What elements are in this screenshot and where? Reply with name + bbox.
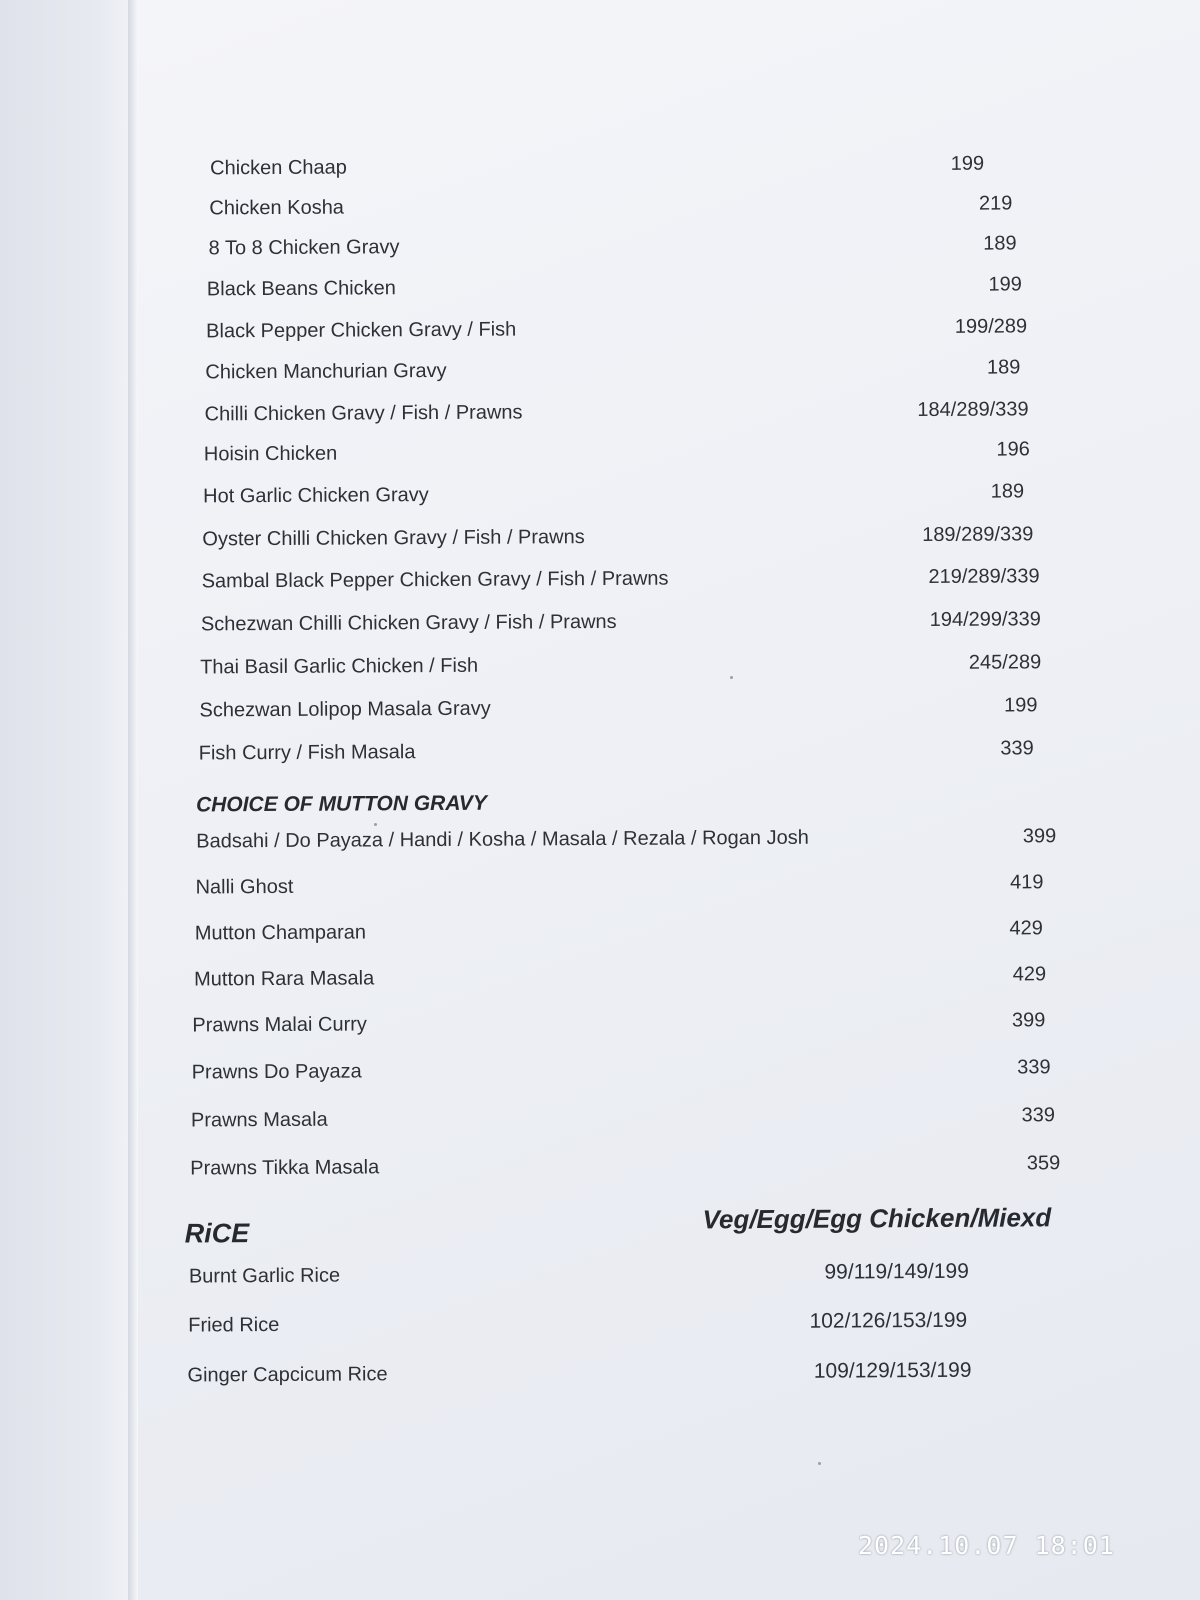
item-price: 189 (990, 480, 1025, 503)
rice-price-columns-label: Veg/Egg/Egg Chicken/Miexd (702, 1202, 1052, 1235)
item-name: Nalli Ghost (195, 875, 294, 899)
item-price: 99/119/149/199 (824, 1259, 969, 1284)
item-price: 196 (996, 438, 1030, 461)
menu-item (0, 227, 1197, 264)
item-name: Burnt Garlic Rice (188, 1264, 341, 1288)
menu-item (0, 518, 1198, 555)
item-price: 199 (950, 152, 985, 175)
menu-item (0, 603, 1199, 640)
menu-item (0, 475, 1198, 512)
item-price: 199 (1003, 694, 1038, 717)
menu-item (0, 646, 1199, 683)
item-price: 184/289/339 (917, 398, 1029, 422)
item-name: Hot Garlic Chicken Gravy (203, 484, 429, 508)
menu-item (3, 1354, 1200, 1391)
item-price: 419 (1010, 871, 1044, 894)
item-price: 429 (1012, 963, 1047, 986)
menu-item (0, 560, 1199, 597)
item-price: 219/289/339 (928, 565, 1040, 588)
menu-item (0, 187, 1196, 224)
item-name: 8 To 8 Chicken Gravy (208, 236, 400, 260)
item-name: Chicken Chaap (210, 156, 347, 180)
item-name: Chicken Kosha (209, 196, 344, 220)
item-name: Chicken Manchurian Gravy (205, 359, 447, 384)
item-name: Prawns Masala (190, 1108, 328, 1132)
item-name: Prawns Malai Curry (192, 1013, 367, 1037)
item-name: Fried Rice (188, 1313, 280, 1337)
item-price: 189 (983, 232, 1017, 255)
menu-item (1, 1004, 1200, 1041)
rice-section-heading: RiCE (184, 1218, 250, 1249)
menu-item (0, 147, 1196, 184)
photo-timestamp: 2024.10.07 18:01 (858, 1531, 1115, 1560)
menu-item (3, 1304, 1200, 1341)
item-price: 339 (1017, 1056, 1051, 1079)
menu-item (0, 268, 1197, 305)
menu-item (0, 310, 1197, 347)
item-price: 102/126/153/199 (809, 1308, 968, 1333)
item-name: Ginger Capcicum Rice (187, 1363, 388, 1387)
menu-item (3, 1255, 1200, 1292)
item-price: 109/129/153/199 (813, 1358, 972, 1383)
item-name: Fish Curry / Fish Masala (198, 741, 416, 765)
menu-item (1, 958, 1200, 995)
menu-item (0, 732, 1200, 769)
item-name: Oyster Chilli Chicken Gravy / Fish / Prawns (202, 526, 585, 551)
item-price: 359 (1026, 1152, 1061, 1175)
item-price: 399 (1011, 1009, 1046, 1032)
item-price: 189/289/339 (922, 523, 1034, 547)
menu-item (2, 1051, 1200, 1088)
item-name: Hoisin Chicken (203, 442, 338, 466)
item-name: Badsahi / Do Payaza / Handi / Kosha / Masala / Rezala / Rogan Josh (196, 826, 809, 853)
item-name: Chilli Chicken Gravy / Fish / Prawns (204, 401, 523, 426)
item-name: Schezwan Chilli Chicken Gravy / Fish / Prawns (200, 610, 617, 636)
item-name: Mutton Champaran (194, 921, 367, 945)
item-name: Schezwan Lolipop Masala Gravy (199, 697, 491, 722)
menu-item (0, 433, 1198, 470)
menu-item (2, 1147, 1200, 1184)
item-price: 189 (986, 356, 1021, 379)
item-name: Black Pepper Chicken Gravy / Fish (206, 318, 517, 343)
menu-item (2, 1099, 1200, 1136)
item-price: 399 (1022, 825, 1057, 848)
item-name: Prawns Do Payaza (191, 1060, 362, 1084)
menu-item (0, 820, 1200, 857)
item-price: 339 (1021, 1104, 1056, 1127)
item-price: 339 (1000, 737, 1034, 760)
item-price: 219 (978, 192, 1013, 215)
menu-item (1, 912, 1200, 949)
menu-item (0, 351, 1197, 388)
item-price: 245/289 (968, 651, 1042, 674)
item-price: 199/289 (954, 315, 1028, 338)
mutton-section-heading: CHOICE OF MUTTON GRAVY (195, 791, 487, 817)
menu-item (0, 866, 1200, 903)
menu-item (0, 689, 1200, 726)
item-name: Sambal Black Pepper Chicken Gravy / Fish / Prawns (201, 567, 669, 593)
item-name: Thai Basil Garlic Chicken / Fish (200, 654, 479, 679)
item-price: 429 (1009, 917, 1043, 940)
item-name: Mutton Rara Masala (194, 967, 375, 991)
item-name: Black Beans Chicken (206, 277, 396, 301)
menu-item (0, 393, 1198, 430)
item-price: 194/299/339 (929, 608, 1041, 631)
item-name: Prawns Tikka Masala (190, 1156, 380, 1180)
item-price: 199 (988, 273, 1022, 296)
